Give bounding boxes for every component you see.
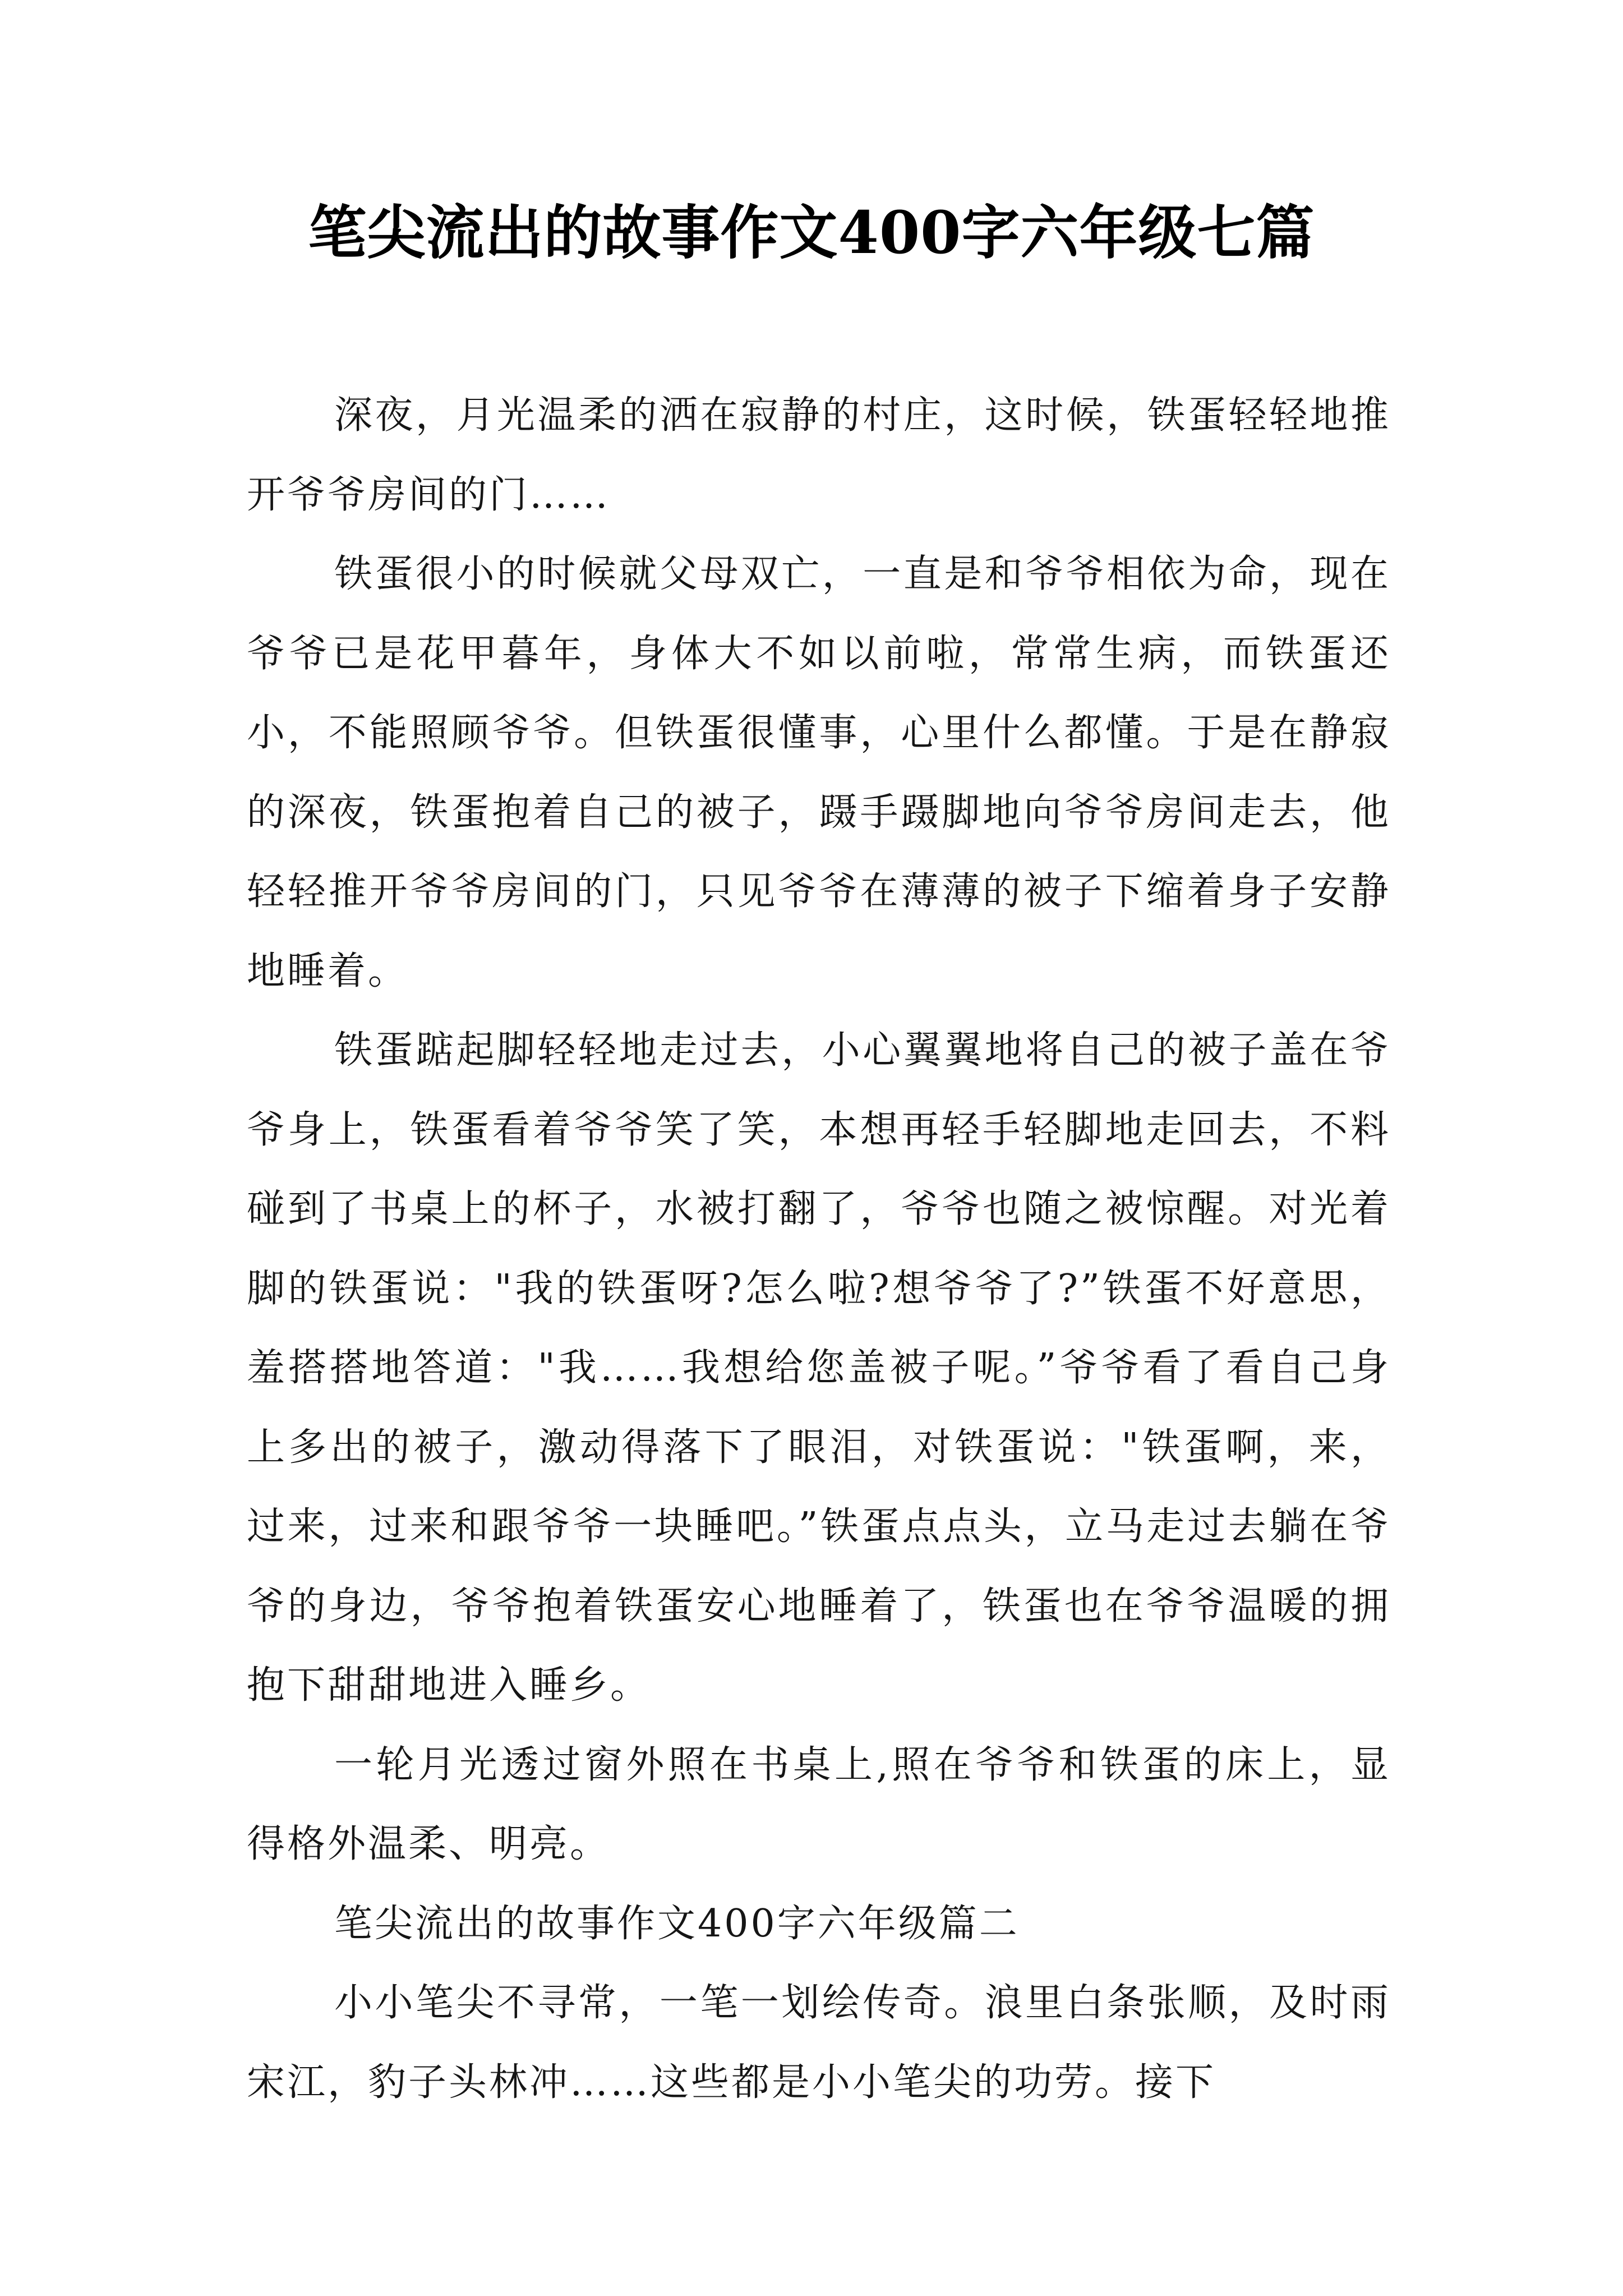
document-title: 笔尖流出的故事作文400字六年级七篇: [308, 198, 1315, 267]
paragraph-moonlight: 一轮月光透过窗外照在书桌上,照在爷爷和铁蛋的床上，显得格外温柔、明亮。: [247, 1742, 1391, 1866]
section-heading-part-two: 笔尖流出的故事作文400字六年级篇二: [334, 1901, 1020, 1946]
document-body: [247, 376, 1391, 2122]
paragraph-part-two-opening: 小小笔尖不寻常，一笔一划绘传奇。浪里白条张顺，及时雨宋江，豹子头林冲……这些都是小小笔尖的功劳。接下: [247, 1981, 1391, 2105]
paragraph-background: 铁蛋很小的时候就父母双亡，一直是和爷爷相依为命，现在爷爷已是花甲暮年，身体大不如以前啦，常常生病，而铁蛋还小，不能照顾爷爷。但铁蛋很懂事，心里什么都懂。于是在静寂的深夜，铁蛋抱着自己的被子，蹑手蹑脚地向爷爷房间走去，他轻轻推开爷爷房间的门，只见爷爷在薄薄的被子下缩着身子安静地睡着。: [247, 552, 1391, 993]
paragraph-story: 铁蛋踮起脚轻轻地走过去，小心翼翼地将自己的被子盖在爷爷身上，铁蛋看着爷爷笑了笑，本想再轻手轻脚地走回去，不料碰到了书桌上的杯子，水被打翻了，爷爷也随之被惊醒。对光着脚的铁蛋说："我的铁蛋呀?怎么啦?想爷爷了?”铁蛋不好意思，羞搭搭地答道："我……我想给您盖被子呢。”爷爷看了看自己身上多出的被子，激动得落下了眼泪，对铁蛋说："铁蛋啊，来，过来，过来和跟爷爷一块睡吧。”铁蛋点点头，立马走过去躺在爷爷的身边，爷爷抱着铁蛋安心地睡着了，铁蛋也在爷爷温暖的拥抱下甜甜地进入睡乡。: [247, 1028, 1391, 1708]
paragraph-intro: 深夜，月光温柔的洒在寂静的村庄，这时候，铁蛋轻轻地推开爷爷房间的门……: [247, 393, 1391, 517]
